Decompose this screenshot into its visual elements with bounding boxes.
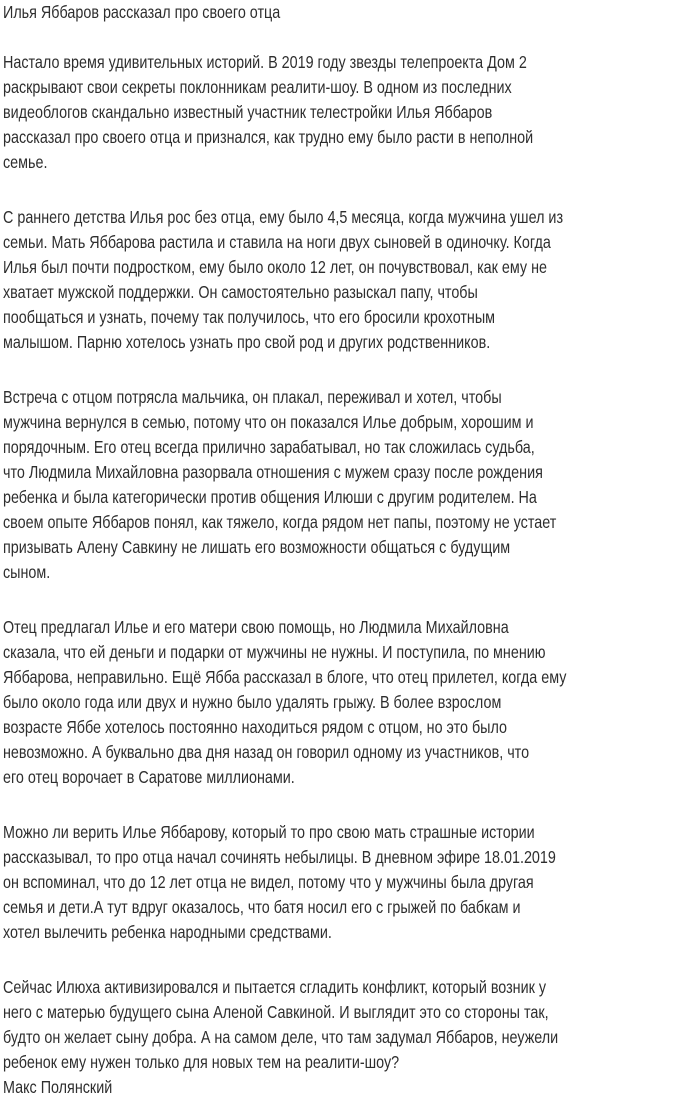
paragraph-line: раскрывают свои секреты поклонникам реалити-шоу. В одном из последних: [3, 77, 512, 97]
paragraph-line: видеоблогов скандально известный участник телестройки Илья Яббаров: [3, 102, 493, 122]
paragraph-line: невозможно. А буквально два дня назад он говорил одному из участников, что: [3, 742, 530, 762]
paragraph-line: семьи. Мать Яббарова растила и ставила на ноги двух сыновей в одиночку. Когда: [3, 232, 551, 252]
paragraph-line: мужчина вернулся в семью, потому что он показался Илье добрым, хорошим и: [3, 412, 534, 432]
paragraph-line: было около года или двух и нужно было удалять грыжу. В более взрослом: [3, 692, 502, 712]
paragraph-line: будто он желает сыну добра. А на самом деле, что там задумал Яббаров, неужели: [3, 1027, 559, 1047]
paragraph-line: порядочным. Его отец всегда прилично зарабатывал, но так сложилась судьба,: [3, 437, 535, 457]
paragraph-line: Отец предлагал Илье и его матери свою помощь, но Людмила Михайловна: [3, 617, 509, 637]
paragraph-line: семье.: [3, 152, 48, 172]
paragraph-line: своем опыте Яббаров понял, как тяжело, когда рядом нет папы, поэтому не устает: [3, 512, 557, 532]
paragraph-line: Встреча с отцом потрясла мальчика, он плакал, переживал и хотел, чтобы: [3, 387, 502, 407]
paragraph-line: Илья был почти подростком, ему было около 12 лет, он почувствовал, как ему не: [3, 257, 547, 277]
paragraph: [3, 975, 692, 1075]
article-author: Макс Полянский: [3, 1077, 113, 1097]
paragraph-line: сыном.: [3, 562, 51, 582]
paragraph-line: семья и дети.А тут вдруг оказалось, что батя носил его с грыжей по бабкам и: [3, 897, 521, 917]
article-body: [3, 50, 692, 1075]
paragraph-line: хватает мужской поддержки. Он самостоятельно разыскал папу, чтобы: [3, 282, 478, 302]
paragraph: [3, 205, 692, 355]
paragraph-line: С раннего детства Илья рос без отца, ему было 4,5 месяца, когда мужчина ушел из: [3, 207, 564, 227]
paragraph-line: него с матерью будущего сына Аленой Савкиной. И выглядит это со стороны так,: [3, 1002, 549, 1022]
paragraph-line: хотел вылечить ребенка народными средствами.: [3, 922, 332, 942]
article-title: Илья Яббаров рассказал про своего отца: [3, 2, 281, 22]
paragraph-line: он вспоминал, что до 12 лет отца не видел, потому что у мужчины была другая: [3, 872, 534, 892]
paragraph: [3, 385, 692, 585]
article: [3, 0, 692, 1100]
paragraph-line: ребенок ему нужен только для новых тем на реалити-шоу?: [3, 1052, 400, 1072]
paragraph: [3, 50, 692, 175]
paragraph-line: рассказал про своего отца и признался, как трудно ему было расти в неполной: [3, 127, 534, 147]
paragraph-line: малышом. Парню хотелось узнать про свой род и других родственников.: [3, 332, 491, 352]
paragraph-line: Сейчас Илюха активизировался и пытается сгладить конфликт, который возник у: [3, 977, 547, 997]
paragraph-line: пообщаться и узнать, почему так получилось, что его бросили крохотным: [3, 307, 496, 327]
paragraph: [3, 820, 692, 945]
paragraph-line: возрасте Яббе хотелось постоянно находиться рядом с отцом, но это было: [3, 717, 508, 737]
paragraph-line: Настало время удивительных историй. В 2019 году звезды телепроекта Дом 2: [3, 52, 527, 72]
paragraph-line: призывать Алену Савкину не лишать его возможности общаться с будущим: [3, 537, 511, 557]
paragraph-line: Можно ли верить Илье Яббарову, который то про свою мать страшные истории: [3, 822, 535, 842]
paragraph-line: сказала, что ей деньги и подарки от мужчины не нужны. И поступила, по мнению: [3, 642, 546, 662]
paragraph-line: его отец ворочает в Саратове миллионами.: [3, 767, 295, 787]
paragraph-line: ребенка и была категорически против общения Илюши с другим родителем. На: [3, 487, 537, 507]
paragraph: [3, 615, 692, 790]
paragraph-line: рассказывал, то про отца начал сочинять небылицы. В дневном эфире 18.01.2019: [3, 847, 556, 867]
paragraph-line: что Людмила Михайловна разорвала отношения с мужем сразу после рождения: [3, 462, 543, 482]
paragraph-line: Яббарова, неправильно. Ещё Ябба рассказал в блоге, что отец прилетел, когда ему: [3, 667, 567, 687]
